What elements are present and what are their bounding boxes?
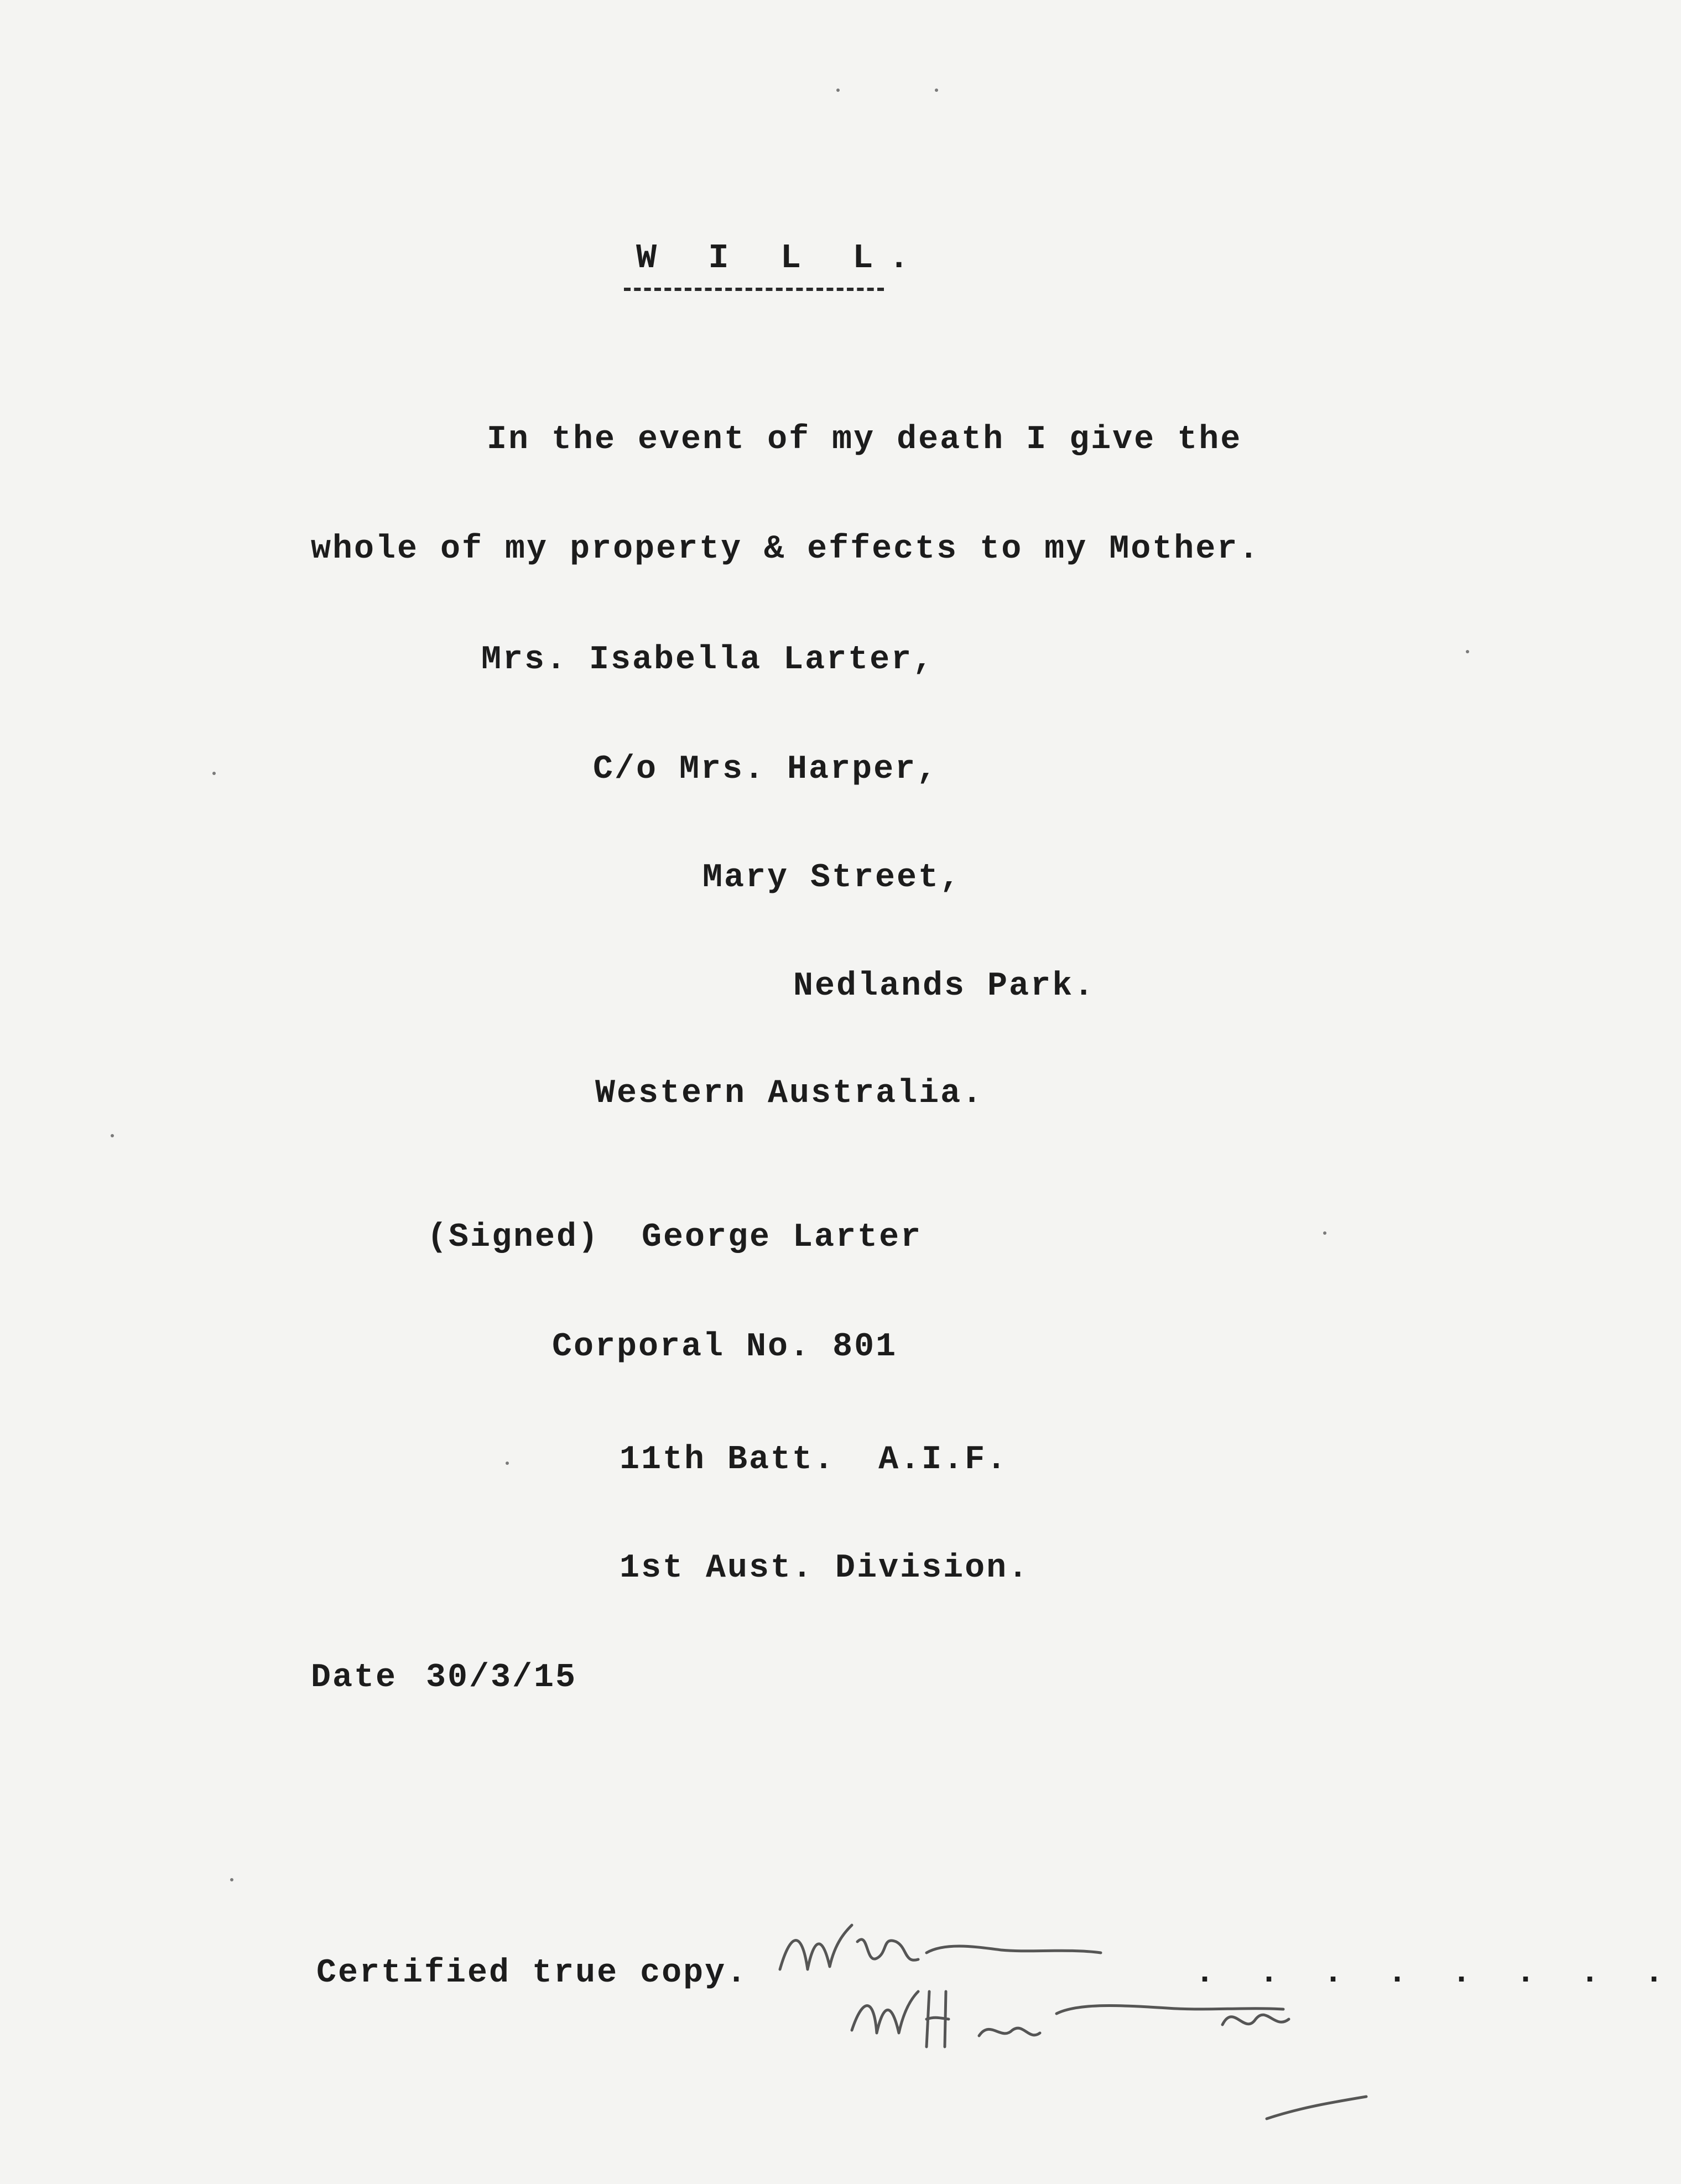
- title-underline: [624, 288, 884, 291]
- date-value: 30/3/15: [426, 1659, 577, 1697]
- division: 1st Aust. Division.: [620, 1549, 1030, 1587]
- signed-label: (Signed): [427, 1219, 600, 1256]
- certified-dotted-leader: . . . . . . . .: [1195, 1954, 1677, 1992]
- address-name: Mrs. Isabella Larter,: [481, 641, 935, 679]
- scan-speck: [935, 89, 938, 92]
- scan-speck: [212, 772, 216, 775]
- scan-speck: [506, 1462, 509, 1465]
- scan-speck: [836, 89, 840, 92]
- handwritten-signature: [769, 1909, 1427, 2146]
- address-street: Mary Street,: [702, 859, 962, 897]
- scan-speck: [1323, 1231, 1326, 1235]
- address-care-of: C/o Mrs. Harper,: [593, 751, 939, 788]
- battalion: 11th Batt. A.I.F.: [620, 1441, 1008, 1479]
- scan-speck: [230, 1878, 233, 1881]
- rank-number: Corporal No. 801: [552, 1328, 898, 1366]
- date-label: Date: [311, 1659, 398, 1697]
- scan-speck: [1466, 650, 1469, 653]
- body-line-2: whole of my property & effects to my Mother.: [311, 531, 1261, 568]
- body-line-1: In the event of my death I give the: [487, 421, 1242, 459]
- scan-speck: [111, 1134, 114, 1137]
- signed-name: George Larter: [642, 1219, 923, 1256]
- certified-label: Certified true copy.: [316, 1954, 748, 1992]
- address-state: Western Australia.: [595, 1075, 984, 1112]
- document-title: W I L L.: [636, 238, 925, 278]
- address-suburb: Nedlands Park.: [793, 968, 1096, 1005]
